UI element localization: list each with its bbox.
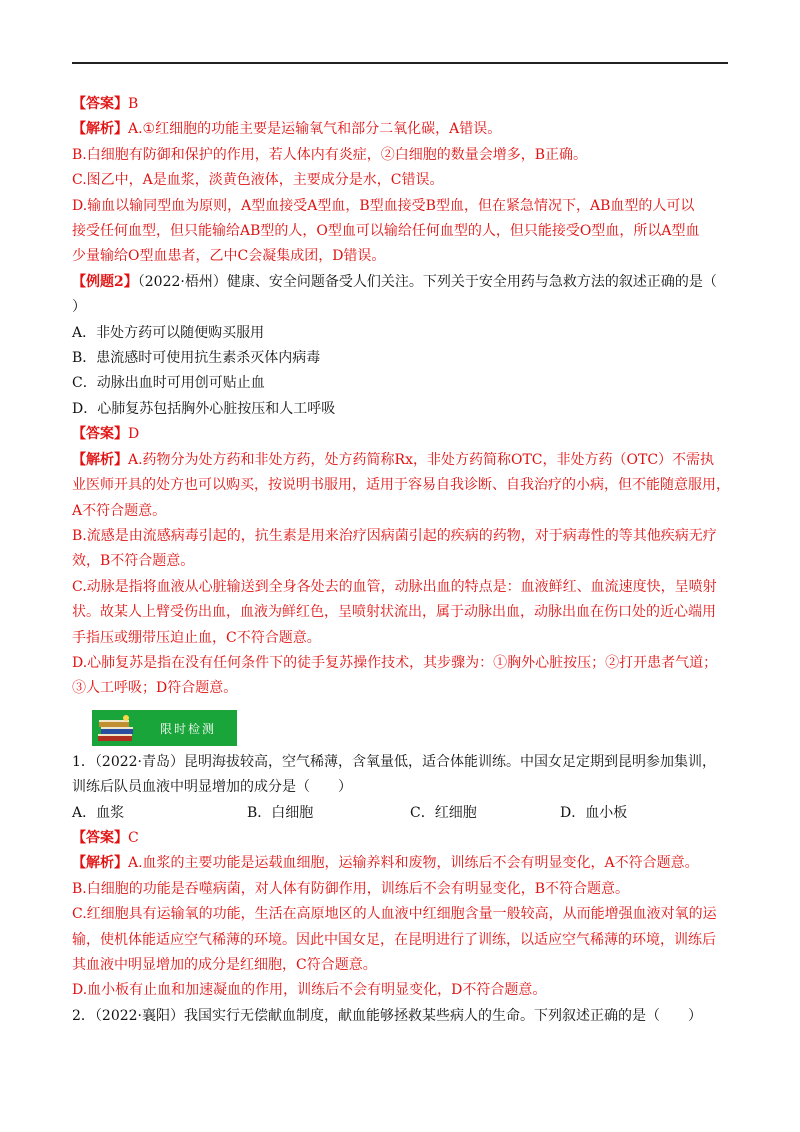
option-d: D．心肺复苏包括胸外心脏按压和人工呼吸 (72, 400, 336, 417)
analysis-text: C.红细胞具有运输氧的功能，生活在高原地区的人血液中红细胞含量一般较高，从而能增强血液对氧的运 (72, 906, 717, 923)
option-c: C．红细胞 (410, 804, 477, 821)
example-label: 【例题2】 (72, 273, 138, 290)
answer-label: 【答案】 (72, 96, 128, 112)
answer-value: D (128, 426, 140, 443)
question-stem-text: 训练后队员血液中明显增加的成分是（ ） (72, 779, 352, 796)
analysis-text: 手指压或绷带压迫止血，C不符合题意。 (72, 629, 321, 646)
option-b: B．患流感时可使用抗生素杀灭体内病毒 (72, 350, 321, 367)
example-stem-text: （2022·梧州）健康、安全问题备受人们关注。下列关于安全用药与急救方法的叙述正确的是（ (137, 273, 717, 290)
option-a: A．非处方药可以随便购买服用 (72, 324, 265, 341)
analysis-text: D.心肺复苏是指在没有任何条件下的徒手复苏操作技术，其步骤为：①胸外心脏按压；②打开患者气道； (72, 654, 718, 671)
analysis-text: A.药物分为处方药和非处方药，处方药简称Rx，非处方药简称OTC，非处方药（OTC）不需执 (128, 451, 715, 468)
analysis-label: 【解析】 (72, 121, 128, 138)
books-icon (96, 714, 140, 744)
option-b: B．白细胞 (247, 804, 314, 821)
analysis-line (72, 448, 732, 473)
question-stem (72, 750, 732, 775)
option-c: C．动脉出血时可用创可贴止血 (72, 375, 265, 392)
analysis-text: 少量输给O型血患者，乙中C会凝集成团，D错误。 (72, 248, 386, 265)
analysis-text: B.白细胞有防御和保护的作用，若人体内有炎症，②白细胞的数量会增多，B正确。 (72, 146, 588, 163)
answer-line (72, 422, 732, 447)
answer-value: C (128, 829, 139, 846)
analysis-label: 【解析】 (72, 451, 128, 468)
analysis-text: ③人工呼吸；D符合题意。 (72, 680, 238, 697)
question-stem-text: （2022·青岛）昆明海拔较高，空气稀薄，含氧量低，适合体能训练。中国女足定期到昆明参加集训， (94, 753, 716, 770)
analysis-text: 接受任何血型，但只能输给AB型的人，O型血可以输给任何血型的人，但只能接受O型血，所以A型血 (72, 223, 700, 240)
analysis-text: B.白细胞的功能是吞噬病菌，对人体有防御作用，训练后不会有明显变化，B不符合题意。 (72, 880, 630, 897)
answer-line (72, 92, 732, 117)
analysis-text: 效，B不符合题意。 (72, 553, 195, 570)
header-rule (72, 62, 728, 64)
example-stem (72, 270, 732, 295)
analysis-text: A.血浆的主要功能是运载血细胞，运输养料和废物，训练后不会有明显变化，A不符合题意。 (128, 855, 699, 872)
option-d: D．血小板 (560, 804, 628, 821)
question-stem-text: （2022·襄阳）我国实行无偿献血制度，献血能够拯救某些病人的生命。下列叙述正确的是（ ） (94, 1007, 702, 1024)
analysis-text: A.①红细胞的功能主要是运输氧气和部分二氧化碳，A错误。 (128, 121, 502, 138)
options-row (72, 801, 732, 826)
question-number: 1． (72, 753, 95, 770)
analysis-text: C.动脉是指将血液从心脏输送到全身各处去的血管，动脉出血的特点是：血液鲜红、血流速度快，呈喷射 (72, 578, 717, 595)
analysis-text: D.输血以输同型血为原则，A型血接受A型血，B型血接受B型血，但在紧急情况下，AB血型的人可以 (72, 197, 695, 214)
analysis-text: C.图乙中，A是血浆，淡黄色液体，主要成分是水，C错误。 (72, 172, 444, 189)
analysis-text: A不符合题意。 (72, 502, 167, 519)
analysis-label: 【解析】 (72, 855, 128, 872)
analysis-text: 业医师开具的处方也可以购买，按说明书服用，适用于容易自我诊断、自我治疗的小病，但不能随意服用， (72, 477, 730, 494)
answer-value: B (128, 96, 139, 112)
question-stem (72, 1004, 732, 1029)
analysis-text: D.血小板有止血和加速凝血的作用，训练后不会有明显变化，D不符合题意。 (72, 982, 547, 999)
analysis-line (72, 851, 732, 876)
option-a: A．血浆 (72, 804, 125, 821)
analysis-text: 输，使机体能适应空气稀薄的环境。因此中国女足，在昆明进行了训练，以适应空气稀薄的环境，训练后 (72, 931, 716, 948)
analysis-text: 其血液中明显增加的成分是红细胞，C符合题意。 (72, 957, 377, 973)
analysis-text: B.流感是由流感病毒引起的，抗生素是用来治疗因病菌引起的疾病的药物，对于病毒性的等其他疾病无疗 (72, 527, 717, 544)
document-body (72, 92, 732, 1029)
answer-label: 【答案】 (72, 829, 128, 846)
question-number: 2． (72, 1007, 95, 1024)
analysis-line (72, 117, 732, 142)
section-banner (92, 710, 237, 746)
analysis-text: 状。故某人上臂受伤出血，血液为鲜红色，呈喷射状流出，属于动脉出血，动脉出血在伤口处的近心端用 (72, 604, 716, 621)
answer-line (72, 826, 732, 851)
example-stem-text: ） (72, 299, 86, 316)
banner-label: 限时检测 (160, 721, 217, 736)
answer-label: 【答案】 (72, 426, 128, 443)
